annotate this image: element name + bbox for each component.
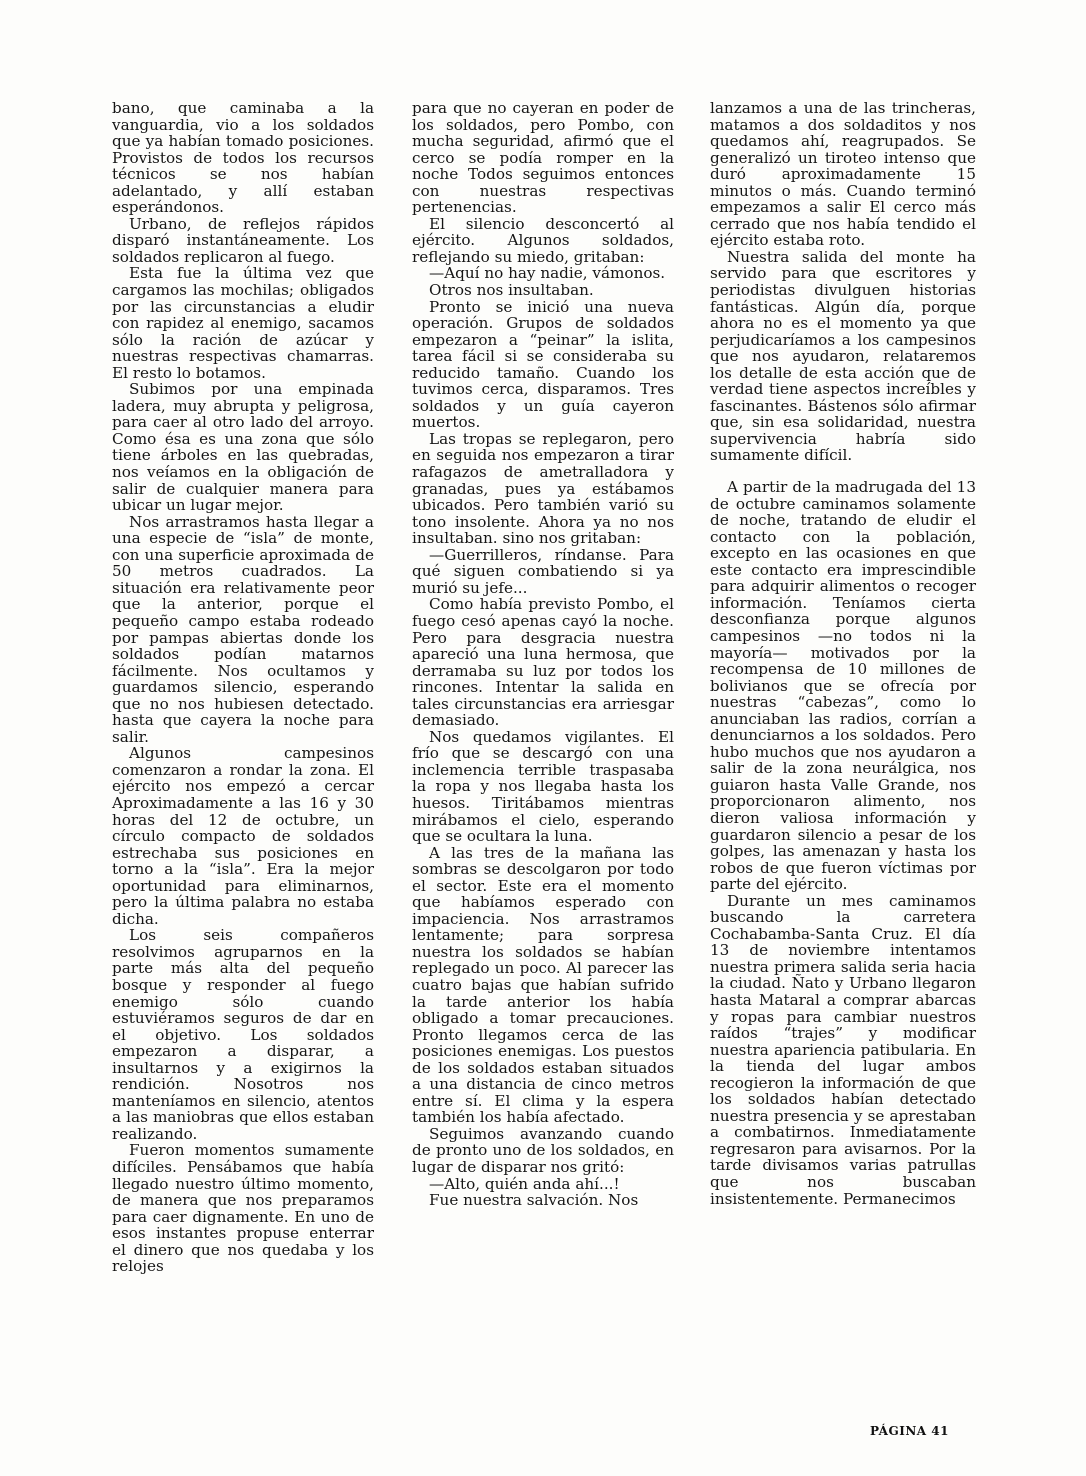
paragraph: A las tres de la mañana las sombras se descolgaron por todo el sector. Este era el momento que habíamos esperado con impaciencia. Nos arrastramos lentamente; para sorpresa nuestra los soldados se habían replegado un poco. Al parecer las cuatro bajas que habían sufrido la tarde anterior los había obligado a tomar precauciones. Pronto llegamos cerca de las posiciones enemigas. Los puestos de los soldados estaban situados a una distancia de cinco metros entre sí. El clima y la espera también los había afectado. <box>412 843 674 1127</box>
paragraph: A partir de la madrugada del 13 de octubre caminamos solamente de noche, tratando de eludir el contacto con la población, excepto en las ocasiones en que este contacto era imprescindible para adquirir alimentos o recoger información. Teníamos cierta desconfianza porque algunos campesinos —no todos ni la mayoría— motivados por la recompensa de 10 millones de bolivianos que se ofrecía por nuestras “cabezas”, como lo anunciaban las radios, corrían a denunciarnos a los soldados. Pero hubo muchos que nos ayudaron a salir de la zona neurálgica, nos guiaron hasta Valle Grande, nos proporcionaron alimento, nos dieron valiosa información y guardaron silencio a pesar de los golpes, las amenazan y hasta los robos de que fueron víctimas por parte del ejército. <box>710 478 976 894</box>
paragraph: Las tropas se replegaron, pero en seguida nos empezaron a tirar rafagazos de ametralladora y granadas, pues ya estábamos ubicados. Pero también varió su tono insolente. Ahora ya no nos insultaban. sino nos gritaban: <box>412 429 674 548</box>
paragraph: Durante un mes caminamos buscando la carretera Cochabamba-Santa Cruz. El día 13 de noviembre intentamos nuestra primera salida seria hacia la ciudad. Ñato y Urbano llegaron hasta Mataral a comprar abarcas y ropas para cambiar nuestros raídos “trajes” y modificar nuestra apariencia patibularia. En la tienda del lugar ambos recogieron la información de que los soldados habían detectado nuestra presencia y se aprestaban a combatirnos. Inmediatamente regresaron para avisarnos. Por la tarde divisamos varias patrullas que nos buscaban insistentemente. Permanecimos <box>710 891 976 1208</box>
paragraph: Subimos por una empinada ladera, muy abrupta y peligrosa, para caer al otro lado del arroyo. Como ésa es una zona que sólo tiene árboles en las quebradas, nos veíamos en la obligación de salir de cualquier manera para ubicar un lugar mejor. <box>112 380 374 515</box>
paragraph: Algunos campesinos comenzaron a rondar la zona. El ejército nos empezó a cercar Aproximadamente a las 16 y 30 horas del 12 de octubre, un círculo compacto de soldados estrechaba sus posiciones en torno a la “isla”. Era la mejor oportunidad para eliminarnos, pero la última palabra no estaba dicha. <box>112 744 374 928</box>
paragraph: Esta fue la última vez que cargamos las mochilas; obligados por las circunstancias a eludir con rapidez al enemigo, sacamos sólo la ración de azúcar y nuestras respectivas chamarras. El resto lo botamos. <box>112 264 374 382</box>
paragraph: Nos arrastramos hasta llegar a una especie de “isla” de monte, con una superficie aproximada de 50 metros cuadrados. La situación era relativamente peor que la anterior, porque el pequeño campo estaba rodeado por pampas abiertas donde los soldados podían matarnos fácilmente. Nos ocultamos y guardamos silencio, esperando que no nos hubiesen detectado. hasta que cayera la noche para salir. <box>112 512 374 746</box>
paragraph: Nuestra salida del monte ha servido para que escritores y periodistas divulguen historias fantásticas. Algún día, porque ahora no es el momento ya que perjudicaríamos a los campesinos que nos ayudaron, relataremos los detalle de esta acción que de verdad tiene aspectos increíbles y fascinantes. Bástenos sólo afirmar que, sin esa solidaridad, nuestra supervivencia habría sido sumamente difícil. <box>710 247 976 465</box>
paragraph: Los seis compañeros resolvimos agruparnos en la parte más alta del pequeño bosque y responder al fuego enemigo sólo cuando estuviéramos seguros de dar en el objetivo. Los soldados empezaron a disparar, a insultarnos y a exigirnos la rendición. Nosotros nos manteníamos en silencio, atentos a las maniobras que ellos estaban realizando. <box>112 926 374 1143</box>
paragraph: Urbano, de reflejos rápidos disparó instantáneamente. Los soldados replicaron al fuego. <box>112 214 374 266</box>
paragraph: bano, que caminaba a la vanguardia, vio a los soldados que ya habían tomado posiciones. Provistos de todos los recursos técnicos se nos habían adelantado, y allí estaban esperándonos. <box>112 99 374 217</box>
paragraph: Nos quedamos vigilantes. El frío que se descargó con una inclemencia terrible traspasaba la ropa y nos llegaba hasta los huesos. Tiritábamos mientras mirábamos el cielo, esperando que se ocultara la luna. <box>412 727 674 846</box>
paragraph: Fueron momentos sumamente difíciles. Pensábamos que había llegado nuestro último momento, de manera que nos preparamos para caer dignamente. En uno de esos instantes propuse enterrar el dinero que nos quedaba y los relojes <box>112 1141 374 1276</box>
paragraph: Pronto se inició una nueva operación. Grupos de soldados empezaron a “peinar” la islita, tarea fácil si se consideraba su reducido tamaño. Cuando los tuvimos cerca, disparamos. Tres soldados y un guía cayeron muertos. <box>412 297 674 432</box>
paragraph: El silencio desconcertó al ejército. Algunos soldados, reflejando su miedo, gritaban: <box>412 214 674 266</box>
paragraph: Otros nos insultaban. <box>429 281 594 300</box>
text-column-2 <box>412 100 674 1209</box>
paragraph: Como había previsto Pombo, el fuego cesó apenas cayó la noche. Pero para desgracia nuestra apareció una luna hermosa, que derramaba su luz por todos los rincones. Intentar la salida en tales circunstancias era arriesgar demasiado. <box>412 595 674 730</box>
paragraph: —Alto, quién anda ahí...! <box>429 1174 620 1193</box>
paragraph: Fue nuestra salvación. Nos <box>429 1191 639 1210</box>
paragraph: Seguimos avanzando cuando de pronto uno de los soldados, en lugar de disparar nos gritó: <box>412 1124 674 1176</box>
page-number: PÁGINA 41 <box>870 1424 949 1438</box>
paragraph: para que no cayeran en poder de los soldados, pero Pombo, con mucha seguridad, afirmó que el cerco se podía romper en la noche Todos seguimos entonces con nuestras respectivas pertenencias. <box>412 99 674 217</box>
text-column-3 <box>710 100 976 1207</box>
paragraph: —Aquí no hay nadie, vámonos. <box>429 264 666 283</box>
paragraph: —Guerrilleros, ríndanse. Para qué siguen combatiendo si ya murió su jefe... <box>412 545 674 597</box>
text-column-1 <box>112 100 374 1275</box>
paragraph: lanzamos a una de las trincheras, matamos a dos soldaditos y nos quedamos ahí, reagrupados. Se generalizó un tiroteo intenso que duró aproximadamente 15 minutos o más. Cuando terminó empezamos a salir El cerco más cerrado que nos había tendido el ejército estaba roto. <box>710 99 976 250</box>
